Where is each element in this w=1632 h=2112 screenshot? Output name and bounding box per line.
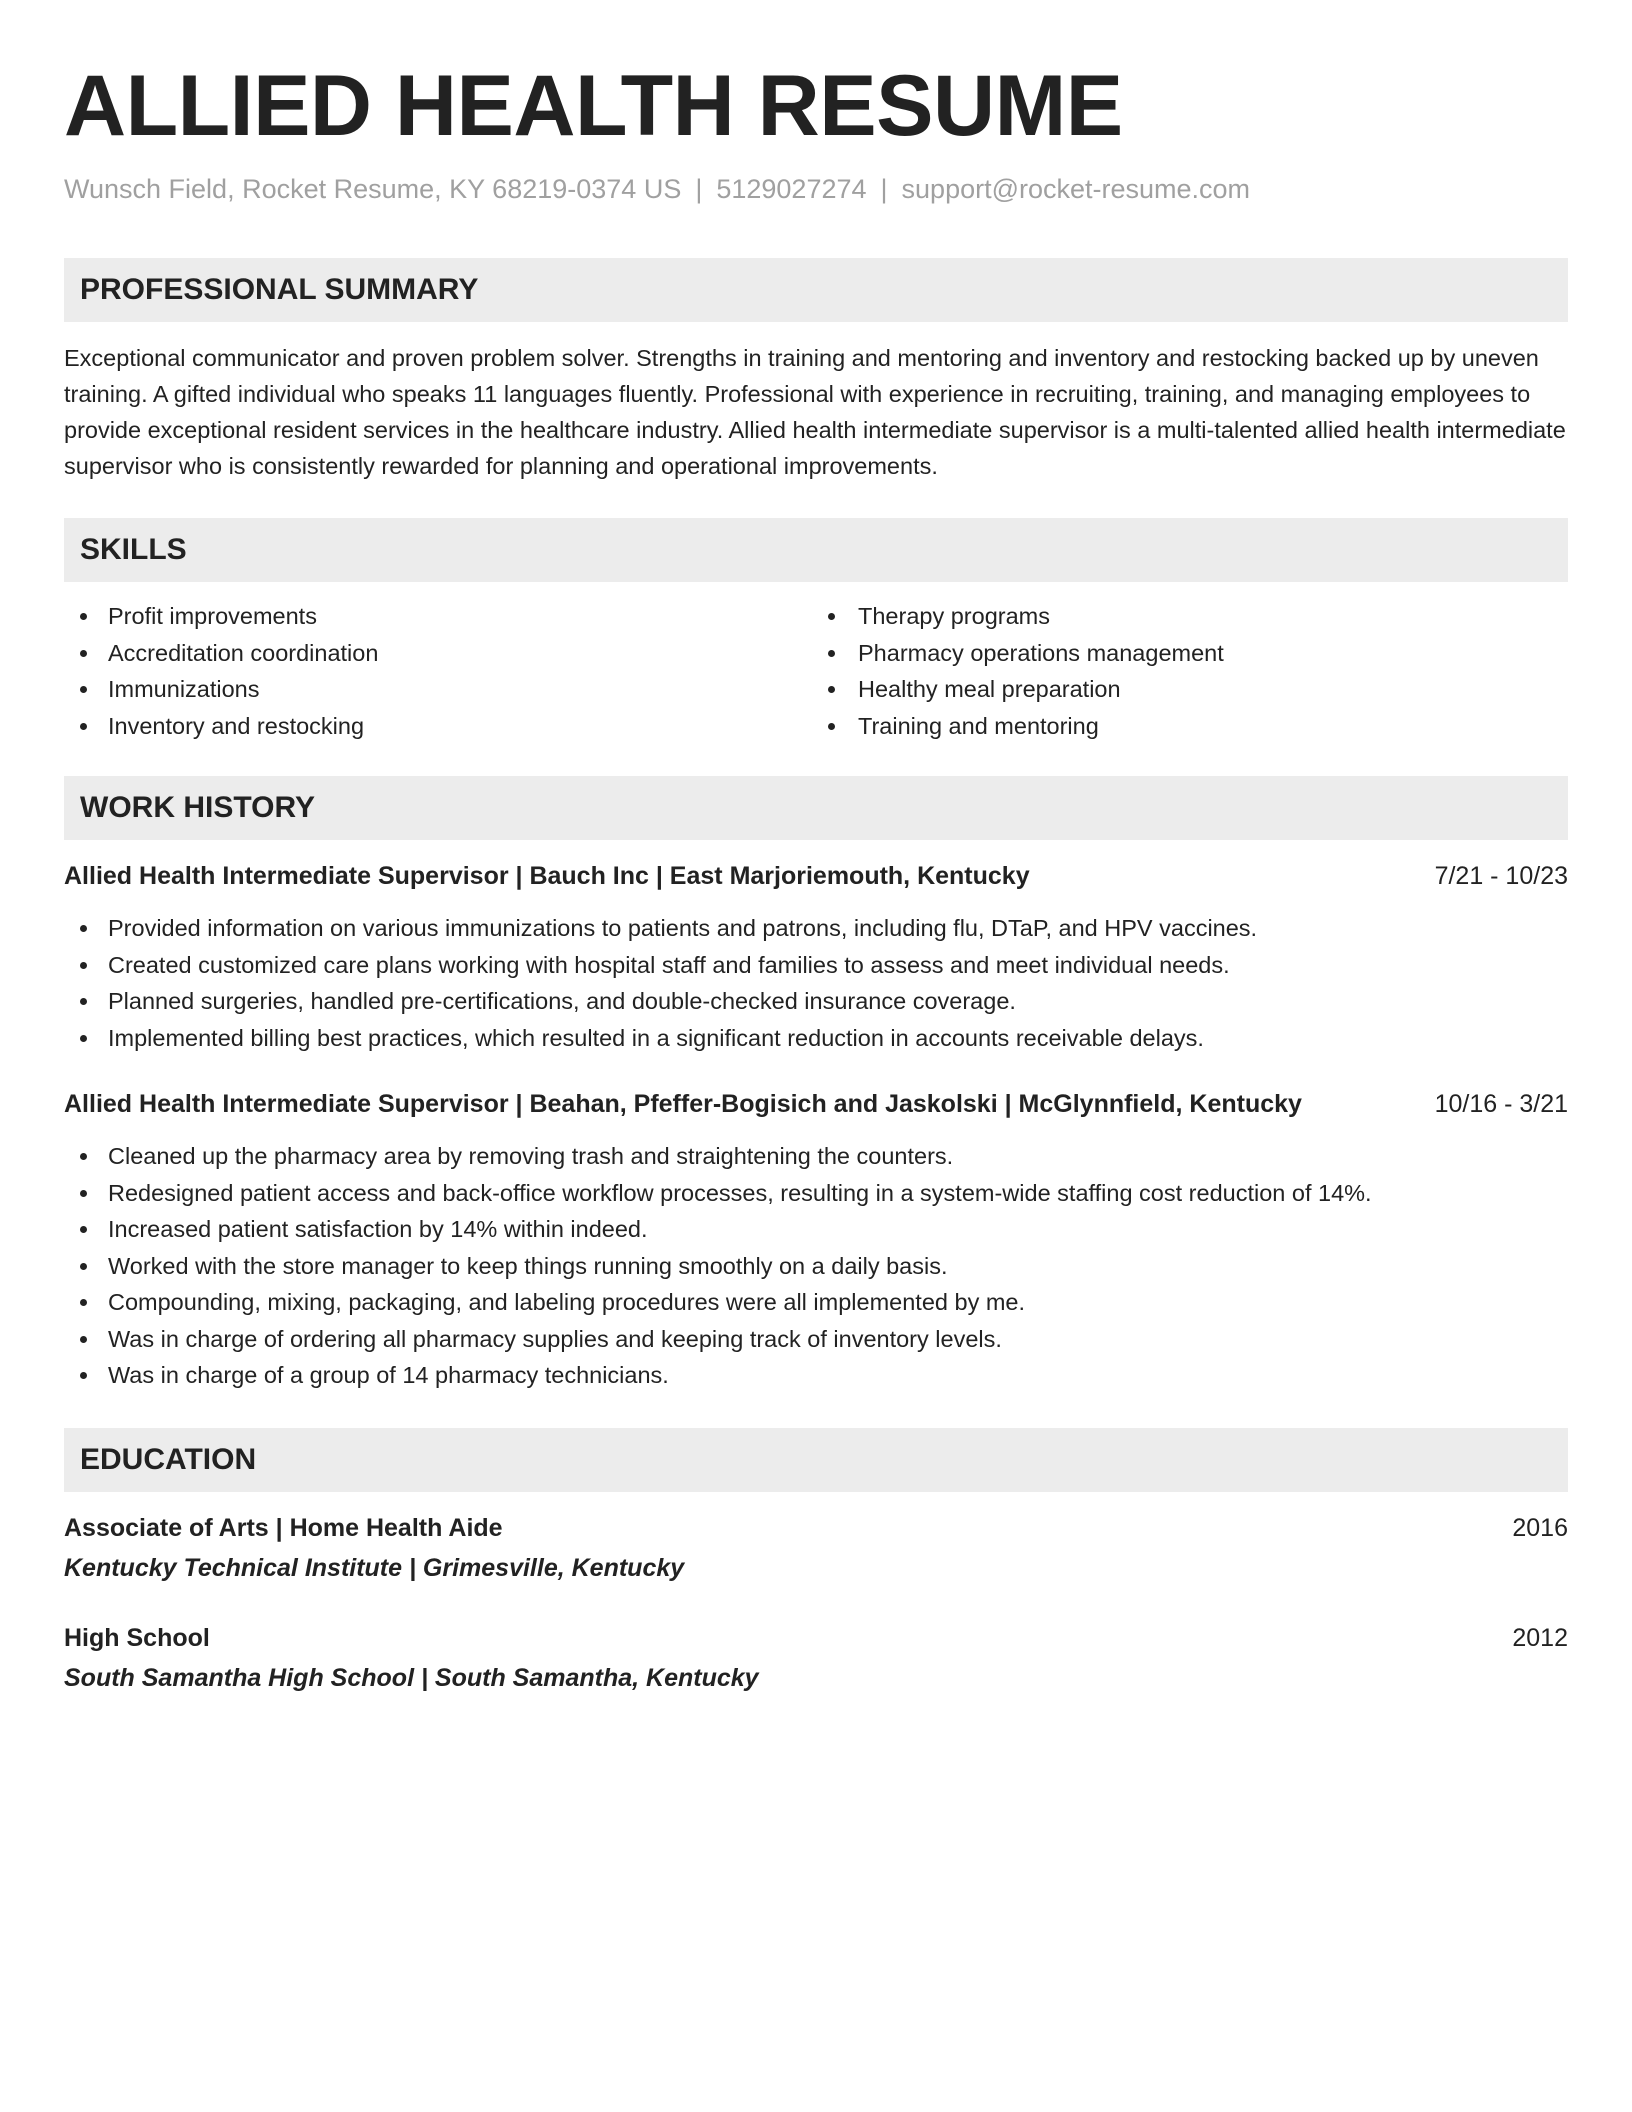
skill-item: Inventory and restocking xyxy=(64,708,816,745)
education-entry xyxy=(64,1620,1568,1696)
summary-text: Exceptional communicator and proven problem solver. Strengths in training and mentoring and inventory and restocking backed up by uneven training. A gifted individual who speaks 11 languages fluently. Professional with experience in recruiting, training, and managing employees to provide exceptional resident services in the healthcare industry. Allied health intermediate supervisor is a multi-talented allied health intermediate supervisor who is consistently rewarded for planning and operational improvements. xyxy=(64,345,1566,479)
section-heading-summary: PROFESSIONAL SUMMARY xyxy=(64,258,1568,322)
skill-item: Profit improvements xyxy=(64,598,816,635)
job-title: Allied Health Intermediate Supervisor | Bauch Inc | East Marjoriemouth, Kentucky xyxy=(64,862,1030,890)
education-header xyxy=(64,1510,1568,1546)
education-school: South Samantha High School | South Samantha, Kentucky xyxy=(64,1663,759,1692)
skill-item: Immunizations xyxy=(64,671,816,708)
section-heading-education: EDUCATION xyxy=(64,1428,1568,1492)
job-bullet: Implemented billing best practices, which resulted in a significant reduction in accounts receivable delays. xyxy=(64,1020,1568,1057)
contact-separator: | xyxy=(880,174,888,204)
job-bullet: Increased patient satisfaction by 14% within indeed. xyxy=(64,1211,1568,1248)
skills-list xyxy=(64,598,1568,744)
contact-line xyxy=(64,172,1568,206)
education-degree: Associate of Arts | Home Health Aide xyxy=(64,1513,503,1542)
job-bullets xyxy=(64,1138,1568,1394)
job-bullet: Was in charge of ordering all pharmacy supplies and keeping track of inventory levels. xyxy=(64,1321,1568,1358)
job-bullet: Created customized care plans working with hospital staff and families to assess and meet individual needs. xyxy=(64,947,1568,984)
education-school: Kentucky Technical Institute | Grimesville, Kentucky xyxy=(64,1553,685,1582)
skill-item: Healthy meal preparation xyxy=(816,671,1568,708)
job-bullet: Redesigned patient access and back-office workflow processes, resulting in a system-wide staffing cost reduction of 14%. xyxy=(64,1175,1568,1212)
job-bullet: Cleaned up the pharmacy area by removing trash and straightening the counters. xyxy=(64,1138,1568,1175)
skills-column-right xyxy=(816,598,1568,744)
job-header xyxy=(64,858,1568,894)
education-header xyxy=(64,1620,1568,1656)
skill-item: Training and mentoring xyxy=(816,708,1568,745)
contact-email: support@rocket-resume.com xyxy=(901,174,1251,204)
education-entry xyxy=(64,1510,1568,1586)
job-title: Allied Health Intermediate Supervisor | Beahan, Pfeffer-Bogisich and Jaskolski | McGlynnfield, Kentucky xyxy=(64,1090,1302,1118)
skill-item: Accreditation coordination xyxy=(64,635,816,672)
section-heading-skills: SKILLS xyxy=(64,518,1568,582)
education-degree: High School xyxy=(64,1623,210,1652)
job-bullet: Provided information on various immunizations to patients and patrons, including flu, DTaP, and HPV vaccines. xyxy=(64,910,1568,947)
contact-address: Wunsch Field, Rocket Resume, KY 68219-0374 US xyxy=(64,174,682,204)
education-year: 2012 xyxy=(1512,1623,1568,1652)
job-dates: 10/16 - 3/21 xyxy=(1434,1090,1568,1118)
job-entry xyxy=(64,858,1568,1056)
job-header xyxy=(64,1086,1568,1122)
section-heading-work-history: WORK HISTORY xyxy=(64,776,1568,840)
job-bullet: Worked with the store manager to keep things running smoothly on a daily basis. xyxy=(64,1248,1568,1285)
contact-separator: | xyxy=(695,174,703,204)
resume-name: ALLIED HEALTH RESUME xyxy=(64,58,1123,154)
contact-phone: 5129027274 xyxy=(716,174,867,204)
job-dates: 7/21 - 10/23 xyxy=(1434,862,1568,890)
job-bullet: Planned surgeries, handled pre-certifications, and double-checked insurance coverage. xyxy=(64,983,1568,1020)
education-year: 2016 xyxy=(1512,1513,1568,1542)
job-bullet: Compounding, mixing, packaging, and labeling procedures were all implemented by me. xyxy=(64,1284,1568,1321)
skills-column-left xyxy=(64,598,816,744)
job-entry xyxy=(64,1086,1568,1394)
job-bullets xyxy=(64,910,1568,1056)
skill-item: Therapy programs xyxy=(816,598,1568,635)
skill-item: Pharmacy operations management xyxy=(816,635,1568,672)
job-bullet: Was in charge of a group of 14 pharmacy technicians. xyxy=(64,1357,1568,1394)
